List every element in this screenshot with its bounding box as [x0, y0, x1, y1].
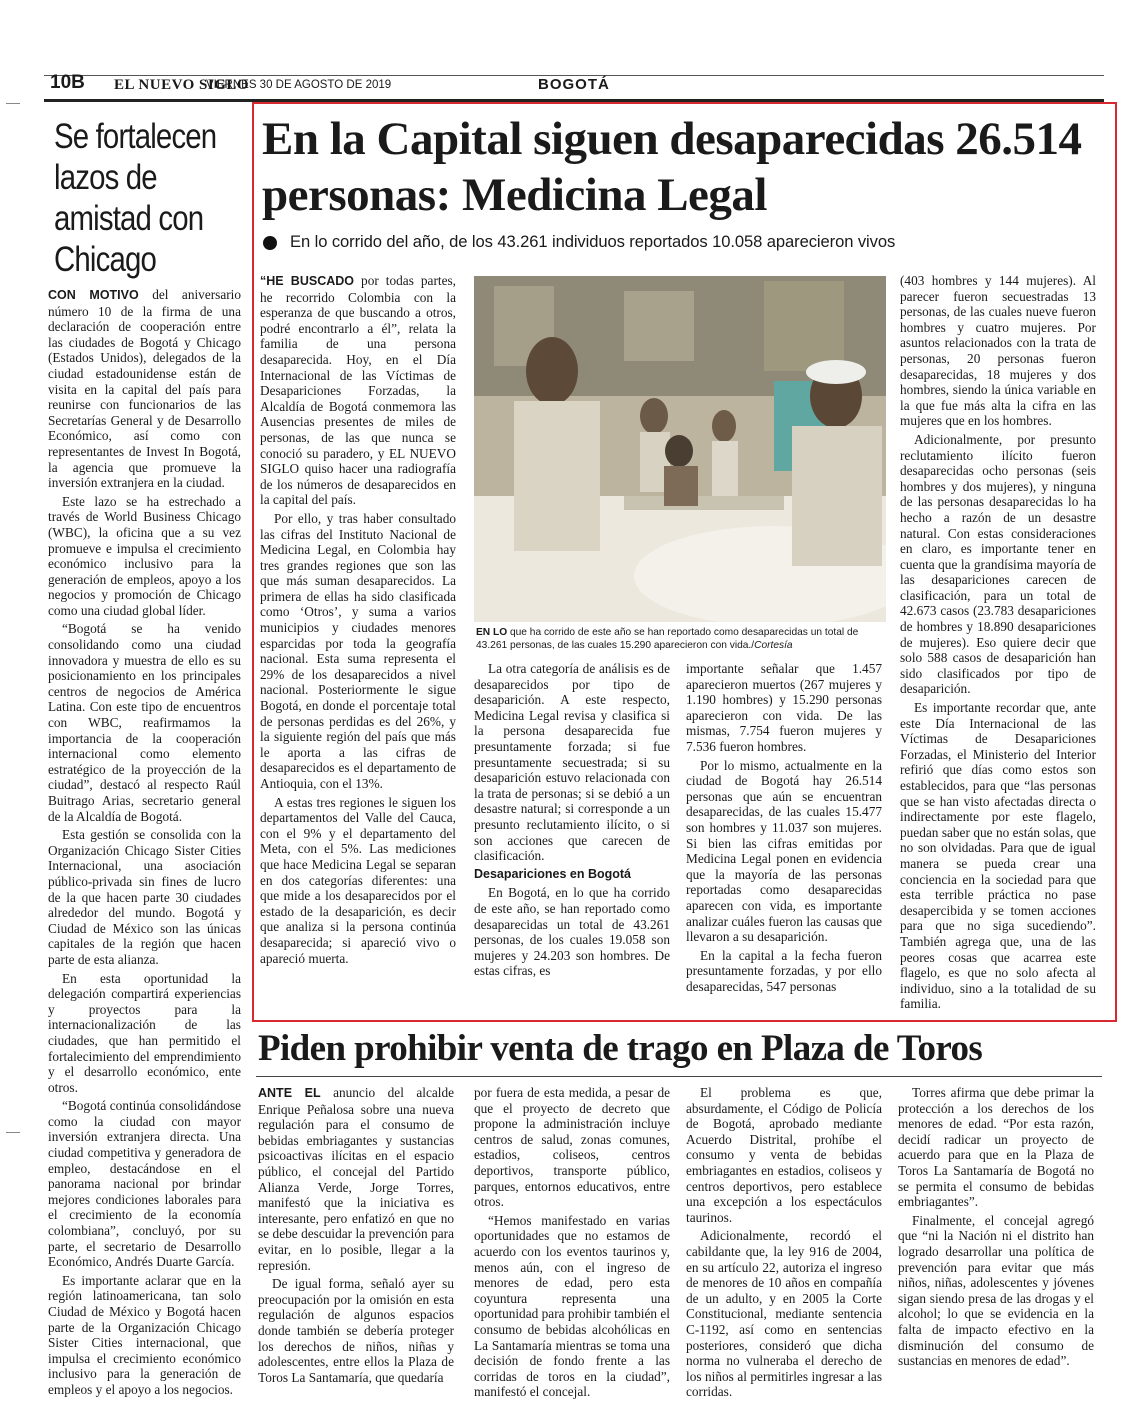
bottom-headline: Piden prohibir venta de trago en Plaza de Toros	[258, 1028, 983, 1069]
paragraph: Adicionalmente, por presunto reclutamiento ilícito fueron desaparecidas ocho personas (seis hombres y dos mujeres), y ninguna de las personas desaparecidas lo ha hecho a razón de un desastre natural. Con estas consideraciones en claro, es importante tener en cuenta que la grandísima mayoría de las desapariciones carecen de clasificación, para un total de 42.673 casos (23.783 desapariciones de hombres y 18.890 desapariciones de mujeres). Eso quiere decir que solo 588 casos de desaparición han sido clasificados por tipo de desaparición.	[900, 431, 1096, 697]
paragraph: ANTE EL anuncio del alcalde Enrique Peñalosa sobre una nueva regulación para el consumo de bebidas embriagantes y sustancias psicoactivas ilícitas en el espacio público, el concejal del Partido Alianza Verde, Jorge Torres, manifestó que la iniciativa es interesante, pero enfatizó en que no se debe descuidar la prevención para evitar, en lo posible, llegar a la represión.	[258, 1085, 454, 1273]
paragraph: En Bogotá, en lo que ha corrido de este año, se han reportado como desaparecidas un total de 43.261 personas, de los cuales 19.058 son mujeres y 24.203 son hombres. De estas cifras, es	[474, 885, 670, 979]
caption-lead: EN LO	[476, 627, 508, 638]
paragraph: “HE BUSCADO por todas partes, he recorrido Colombia con la esperanza de que buscando a otros, podré encontrarlo a él”, relata la familia de una persona desaparecida. Hoy, en el Día Internacional de las Víctimas de Desapariciones Forzadas, la Alcaldía de Bogotá conmemora las Ausencias presentes de miles de personas, de las que nunca se conoció su paradero, y EL NUEVO SIGLO quiso hacer una radiografía de los números de desaparecidos en la capital del país.	[260, 273, 456, 508]
newspaper-name: EL NUEVO SIGLO	[114, 77, 250, 93]
margin-mark	[6, 103, 20, 104]
paragraph: por fuera de esta medida, a pesar de que el proyecto de decreto que propone la administración incluye centros de salud, zonas comunes, estadios, coliseos, centros deportivos, transporte público, parques, entornos educativos, entre otros.	[474, 1085, 670, 1210]
photo-caption: EN LO que ha corrido de este año se han reportado como desaparecidas un total de 43.261 personas, de las cuales 15.290 aparecieron con vida./Cortesía	[476, 627, 859, 651]
main-column-3	[686, 661, 882, 997]
paragraph: “Bogotá continúa consolidándose como la ciudad con mayor inversión extranjera directa. Una ciudad competitiva y generadora de empleo, destacándose en el panorama nacional por brindar mejores condiciones laborales para el crecimiento de la economía colombiana”, concluyó, por su parte, el secretario de Desarrollo Económico, Andrés Duarte García.	[48, 1098, 241, 1270]
photo-credit: Cortesía	[754, 640, 793, 651]
bottom-column-1	[258, 1085, 454, 1388]
paragraph: (403 hombres y 144 mujeres). Al parecer fueron secuestradas 13 personas, de las cuales nueve fueron hombres y cuatro mujeres. Por asuntos relacionados con la trata de personas, 20 personas fueron desaparecidas, 18 mujeres y dos hombres, siendo la única variable en la que fue más alta la cifra en las mujeres que en los hombres.	[900, 273, 1096, 429]
paragraph: En la capital a la fecha fueron presuntamente forzadas, y por ello desaparecidas, 547 personas	[686, 947, 882, 994]
paragraph: “Hemos manifestado en varias oportunidades que no estamos de acuerdo con los eventos taurinos y, menos aún, con el ingreso de menores de edad, pero esta coyuntura representa una oportunidad para prohibir también el consumo de bebidas alcohólicas en La Santamaría mientras se toma una decisión de fondo frente a las corridas de toros en la ciudad”, manifestó el concejal.	[474, 1212, 670, 1400]
paragraph: Es importante recordar que, ante este Día Internacional de las Víctimas de Desapariciones Forzadas, el Ministerio del Interior refirió que días como estos son establecidos, para que “las personas que se han visto afectadas directa o indirectamente por este flagelo, puedan saber que no están solas, que no son olvidadas. Para que de igual manera se pueda crear una conciencia en la sociedad para que esta terrible práctica no pase desapercibida y se tomen acciones para que no siga sucediendo”. También agrega que, una de las peores cosas que acarrea este flagelo, es que no solo afecta al individuo, sino a la totalidad de su familia.	[900, 700, 1096, 1012]
paragraph: “Bogotá se ha venido consolidando como una ciudad innovadora y muestra de ello es su posicionamiento en los principales centros de negocios de América Latina. Con este tipo de encuentros con WBC, reafirmamos la importancia de la cooperación internacional como elemento estratégico de la proyección de la ciudad”, destacó al respecto Raúl Buitrago Arias, secretario general de la Alcaldía de Bogotá.	[48, 621, 241, 824]
margin-mark	[6, 1132, 20, 1133]
paragraph: El problema es que, absurdamente, el Código de Policía de Bogotá, aprobado mediante Acuerdo Distrital, prohíbe el consumo y venta de bebidas embriagantes en estadios, coliseos y centros deportivos, pero establece una excepción a los espectáculos taurinos.	[686, 1085, 882, 1225]
main-subtitle: En lo corrido del año, de los 43.261 individuos reportados 10.058 aparecieron vivos	[290, 232, 896, 251]
section-name: BOGOTÁ	[538, 76, 610, 93]
issue-date: VIERNES 30 DE AGOSTO DE 2019	[206, 79, 392, 91]
paragraph: Esta gestión se consolida con la Organización Chicago Sister Cities Internacional, una asociación público-privada sin fines de lucro de la que hacen parte 30 ciudades alrededor del mundo. Bogotá y Ciudad de México son las únicas capitales de la región que hacen parte de esta alianza.	[48, 827, 241, 967]
bottom-column-3	[686, 1085, 882, 1403]
paragraph: De igual forma, señaló ayer su preocupación por la omisión en esta regulación de algunos espacios donde también se debería proteger los derechos de niños, niñas y adolescentes, entre ellos la Plaza de Toros La Santamaría, que quedaría	[258, 1276, 454, 1385]
subheading: Desapariciones en Bogotá	[474, 866, 631, 881]
paragraph: Torres afirma que debe primar la protección a los derechos de los menores de edad. “Por esta razón, decidí radicar un proyecto de acuerdo para que en la Plaza de Toros La Santamaría de Bogotá no se permita el consumo de bebidas embriagantes”.	[898, 1085, 1094, 1210]
main-column-1	[260, 273, 456, 969]
paragraph: Este lazo se ha estrechado a través de World Business Chicago (WBC), la oficina que a su vez promueve e impulsa el crecimiento económico inclusivo para la generación de empleos, apoyo a los negocios y promoción de Chicago como una ciudad global líder.	[48, 493, 241, 618]
lead-in: ANTE EL	[258, 1086, 321, 1100]
photo-illustration	[474, 276, 886, 622]
bottom-column-4	[898, 1085, 1094, 1372]
paragraph: Es importante aclarar que en la región latinoamericana, tan solo Ciudad de México y Bogotá hacen parte de la Organización Chicago Sister Cities internacional, que impulsa el crecimiento económico inclusivo para la generación de empleos y el apoyo a los negocios.	[48, 1272, 241, 1397]
paragraph: Por ello, y tras haber consultado las cifras del Instituto Nacional de Medicina Legal, en Colombia hay tres grandes regiones que son las que más suman desaparecidos. La primera de ellas ha sido clasificada como ‘Otros’, y suma a varios municipios y ciudades menores esparcidas por toda la geografía nacional. Esta suma representa el 29% de los desaparecidos a nivel nacional. Posteriormente le sigue Bogotá, en donde el porcentaje total de personas perdidas es del 26%, y la siguiente región del país que más le aporta a las cifras de desaparecidos es el departamento de Antioquia, con el 13%.	[260, 510, 456, 791]
paragraph: A estas tres regiones le siguen los departamentos del Valle del Cauca, con el 9% y el departamento del Meta, con el 5%. Las mediciones que hace Medicina Legal se separan en dos categorías diferentes: una que mide a los desaparecidos por el estado de la desaparición, es decir que analiza si la persona continúa desaparecida; si apareció vivo o apareció muerta.	[260, 794, 456, 966]
paragraph: Adicionalmente, recordó el cabildante que, la ley 916 de 2004, en su artículo 22, autoriza el ingreso de menores de 10 años en compañía de un adulto, y en 2005 la Corte Constitucional, mediante sentencia C-1192, así como en sentencias posteriores, consideró que dicha norma no vulneraba el derecho de los niños al permitirles ingresar a las corridas.	[686, 1228, 882, 1400]
lead-in: CON MOTIVO	[48, 288, 139, 302]
bottom-headline-rule	[256, 1076, 1102, 1077]
left-story-body	[48, 287, 241, 1401]
main-column-4	[900, 273, 1096, 1015]
paragraph: Finalmente, el concejal agregó que “ni la Nación ni el distrito han logrado desarrollar una política de prevención para evitar que más niños, niñas, adolescentes y jóvenes sigan siendo presa de las drogas y el alcohol; lo que se evidencia en la falta de impacto efectivo en la disminución del consumo de sustancias en menores de edad”.	[898, 1212, 1094, 1369]
paragraph: La otra categoría de análisis es de desaparecidos por tipo de desaparición. A este respecto, Medicina Legal revisa y clasifica si la persona desaparecida fue presuntamente forzada; si fue presuntamente secuestrada; si su desaparición estuvo relacionada con la trata de personas; si se debió a un desastre natural; si corresponde a un presunto reclutamiento ilícito, o si son acciones que carecen de clasificación.	[474, 661, 670, 864]
bottom-column-2	[474, 1085, 670, 1403]
bullet-icon	[263, 236, 277, 250]
news-photo	[474, 276, 886, 622]
page-number: 10B	[50, 72, 85, 93]
paragraph: Por lo mismo, actualmente en la ciudad de Bogotá hay 26.514 personas que aún se encuentran desaparecidas, de las cuales 15.477 son hombres y 11.037 son mujeres. Si bien las cifras emitidas por Medicina Legal ponen en evidencia que la mayoría de las personas reportadas como desaparecidas aparecen con vida, es importante analizar cuáles fueron las causas que llevaron a su desaparición.	[686, 757, 882, 945]
paragraph: En esta oportunidad la delegación compartirá experiencias y proyectos para la internacionalización de las ciudades, que han permitido el fortalecimiento del emprendimiento y el desarrollo económico, ente otros.	[48, 970, 241, 1095]
paragraph: importante señalar que 1.457 aparecieron muertos (267 mujeres y 1.190 hombres) y 15.290 personas aparecieron con vida. De las mismas, 7.754 fueron mujeres y 7.536 fueron hombres.	[686, 661, 882, 754]
left-headline: Se fortalecen lazos de amistad con Chicago	[54, 117, 217, 279]
paragraph: CON MOTIVO del aniversario número 10 de la firma de una declaración de cooperación entre las ciudades de Bogotá y Chicago (Estados Unidos), delegados de la ciudad estadounidense están de visita en la capital del país para reunirse con funcionarios de las Secretarías General y de Desarrollo Económico, así como con representantes de Invest In Bogotá, la agencia que promueve la inversión extranjera en la ciudad.	[48, 287, 241, 491]
main-headline: En la Capital siguen desaparecidas 26.514 personas: Medicina Legal	[262, 113, 1082, 221]
lead-in: “HE BUSCADO	[260, 274, 354, 288]
main-column-2	[474, 661, 670, 982]
